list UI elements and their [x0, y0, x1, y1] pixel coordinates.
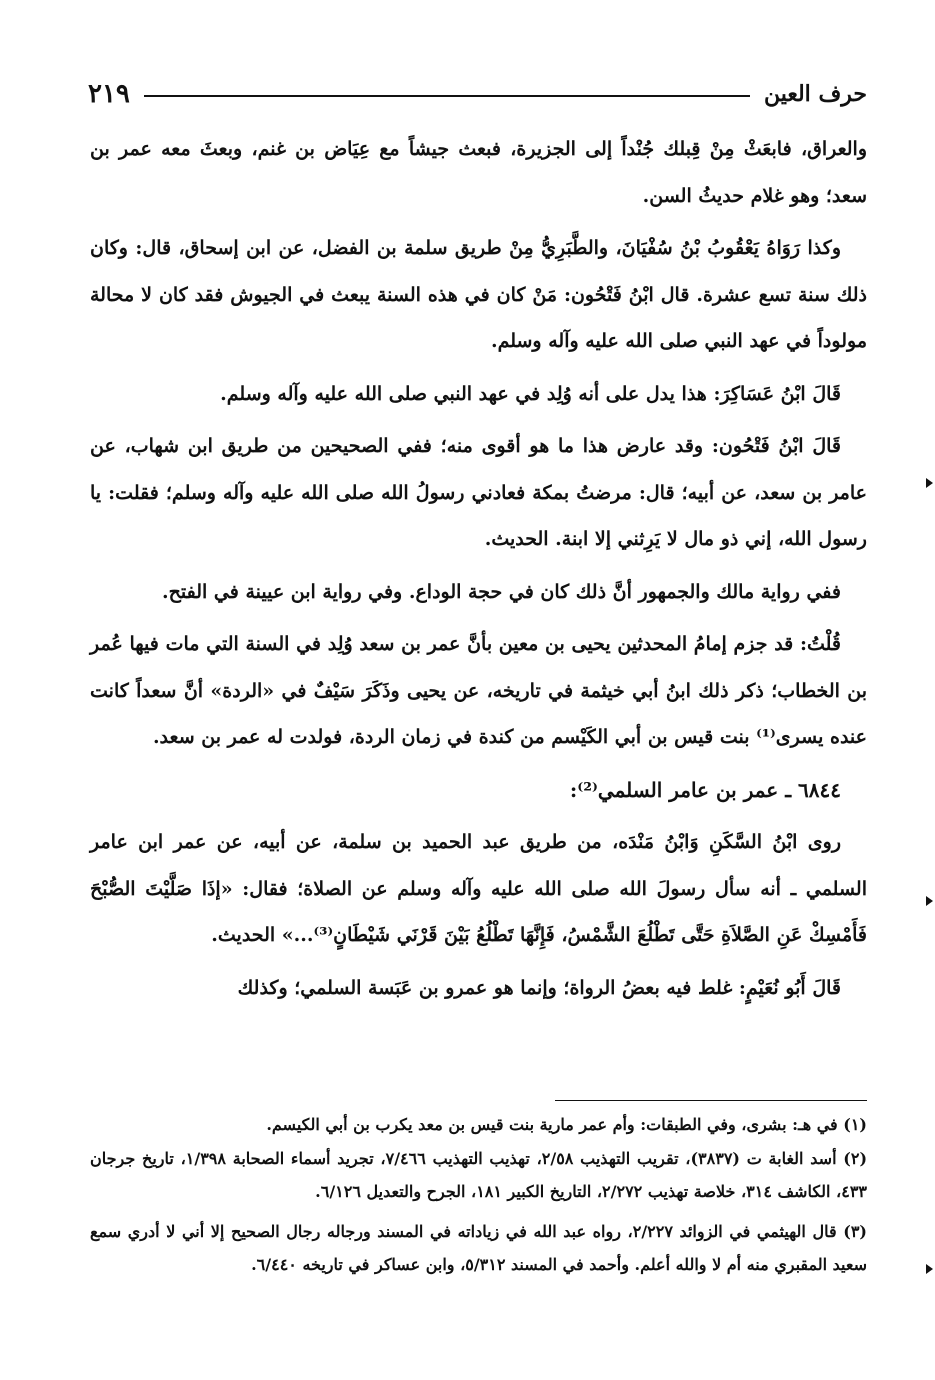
paragraph-yaqub-narration: وكذا رَوَاهُ يَعْقُوبُ بْنُ سُفْيَانَ، والطَّبَرِيُّ مِنْ طريق سلمة بن الفضل، عن ابن إسحاق، قال: وكان ذلك سنة تسع عشرة. قال ابْنُ فَتْحُون: مَنْ كان في هذه السنة يبعث في الجيوش فقد كان لا محالة مولوداً في عهد النبي صلى الله عليه وآله وسلم.: [90, 237, 867, 352]
header-rule: [144, 95, 750, 97]
paragraph-malik-narration: ففي رواية مالك والجمهور أنَّ ذلك كان في حجة الوداع. وفي رواية ابن عيينة في الفتح.: [162, 580, 841, 603]
margin-marker-icon: [926, 478, 933, 488]
paragraph-qultu: قُلْتُ: قد جزم إمامُ المحدثين يحيى بن معين بأنَّ عمر بن سعد وُلِد في السنة التي مات فيها عُمر بن الخطاب؛ ذكر ذلك ابنُ أبي خيثمة في تاريخه، عن يحيى وذَكَرَ سَيْفٌ في «الردة» أنَّ سعداً كانت عنده يسرى⁽¹⁾ بنت قيس بن أبي الكَيْسم من كندة في زمان الردة، فولدت له عمر بن سعد.: [90, 633, 867, 748]
paragraph-ibn-sakan: روى ابْنُ السَّكَنِ وَابْنُ مَنْدَه، من طريق عبد الحميد بن سلمة، عن أبيه، عن عمر ابن عامر السلمي ـ أنه سأل رسولَ الله صلى الله عليه وآله وسلم عن الصلاة؛ فقال: «إذَا صَلَّيْتَ الصُّبْحَ فَأَمْسِكْ عَنِ الصَّلاَةِ حَتَّى تَطْلُعَ الشَّمْسُ، فَإِنَّهَا تَطْلُعُ بَيْنَ قَرْنَي شَيْطَانٍ⁽³⁾...» الحديث.: [90, 831, 867, 946]
margin-marker-icon: [926, 896, 933, 906]
margin-marker-icon: [926, 1264, 933, 1274]
footnote-separator: [555, 1100, 867, 1101]
entry-heading: ٦٨٤٤ ـ عمر بن عامر السلمي⁽²⁾:: [569, 777, 841, 802]
chapter-title: حرف العين: [763, 81, 867, 107]
paragraph-ibn-asakir: قَالَ ابْنُ عَسَاكِرَ: هذا يدل على أنه وُلِد في عهد النبي صلى الله عليه وآله وسلم.: [220, 382, 841, 405]
footnote-2: (٢) أسد الغابة ت (٣٨٣٧)، تقريب التهذيب ٢/٥٨، تهذيب التهذيب ٧/٤٦٦، تجريد أسماء الصحابة ١/٣٩٨، تاريخ جرجان ٤٣٣، الكاشف ٣١٤، خلاصة تهذيب ٢/٢٧٢، التاريخ الكبير ١٨١، الجرح والتعديل ٦/١٢٦.: [90, 1148, 868, 1201]
running-header: [88, 74, 867, 114]
paragraph-ibn-fathun: قَالَ ابْنُ فَتْحُون: وقد عارض هذا ما هو أقوى منه؛ ففي الصحيحين من طريق ابن شهاب، عن عامر بن سعد، عن أبيه؛ قال: مرضتُ بمكة فعادني رسولُ الله صلى الله عليه وآله وسلم؛ فقلت: يا رسول الله، إني ذو مال لا يَرِثني إلا ابنة. الحديث.: [90, 435, 867, 550]
paragraph-continuation: والعراق، فابعَثْ مِنْ قِبلك جُنْداً إلى الجزيرة، فبعث جيشاً مع عِيَاض بن غنم، وبعثَ معه عمر بن سعد؛ وهو غلام حديثُ السن.: [90, 138, 867, 207]
footnote-1: (١) في هـ: بشرى، وفي الطبقات: وأم عمر مارية بنت قيس بن معد يكرب بن أبي الكيسم.: [266, 1115, 867, 1134]
footnote-3: (٣) قال الهيثمي في الزوائد ٢/٢٢٧، رواه عبد الله في زياداته في المسند ورجاله رجال الصحيح إلا أني لا أدري سمع سعيد المقبري منه أم لا والله أعلم. وأحمد في المسند ٥/٣١٢، وابن عساكر في تاريخه ٦/٤٤٠.: [90, 1221, 867, 1274]
page-number: ٢١٩: [88, 79, 130, 109]
main-text: [90, 126, 867, 1017]
paragraph-abu-nuaym: قَالَ أَبُو نُعَيْمٍ: غلط فيه بعضُ الرواة؛ وإنما هو عمرو بن عَبَسة السلمي؛ وكذلك: [237, 976, 841, 999]
footnotes: [90, 1108, 867, 1282]
